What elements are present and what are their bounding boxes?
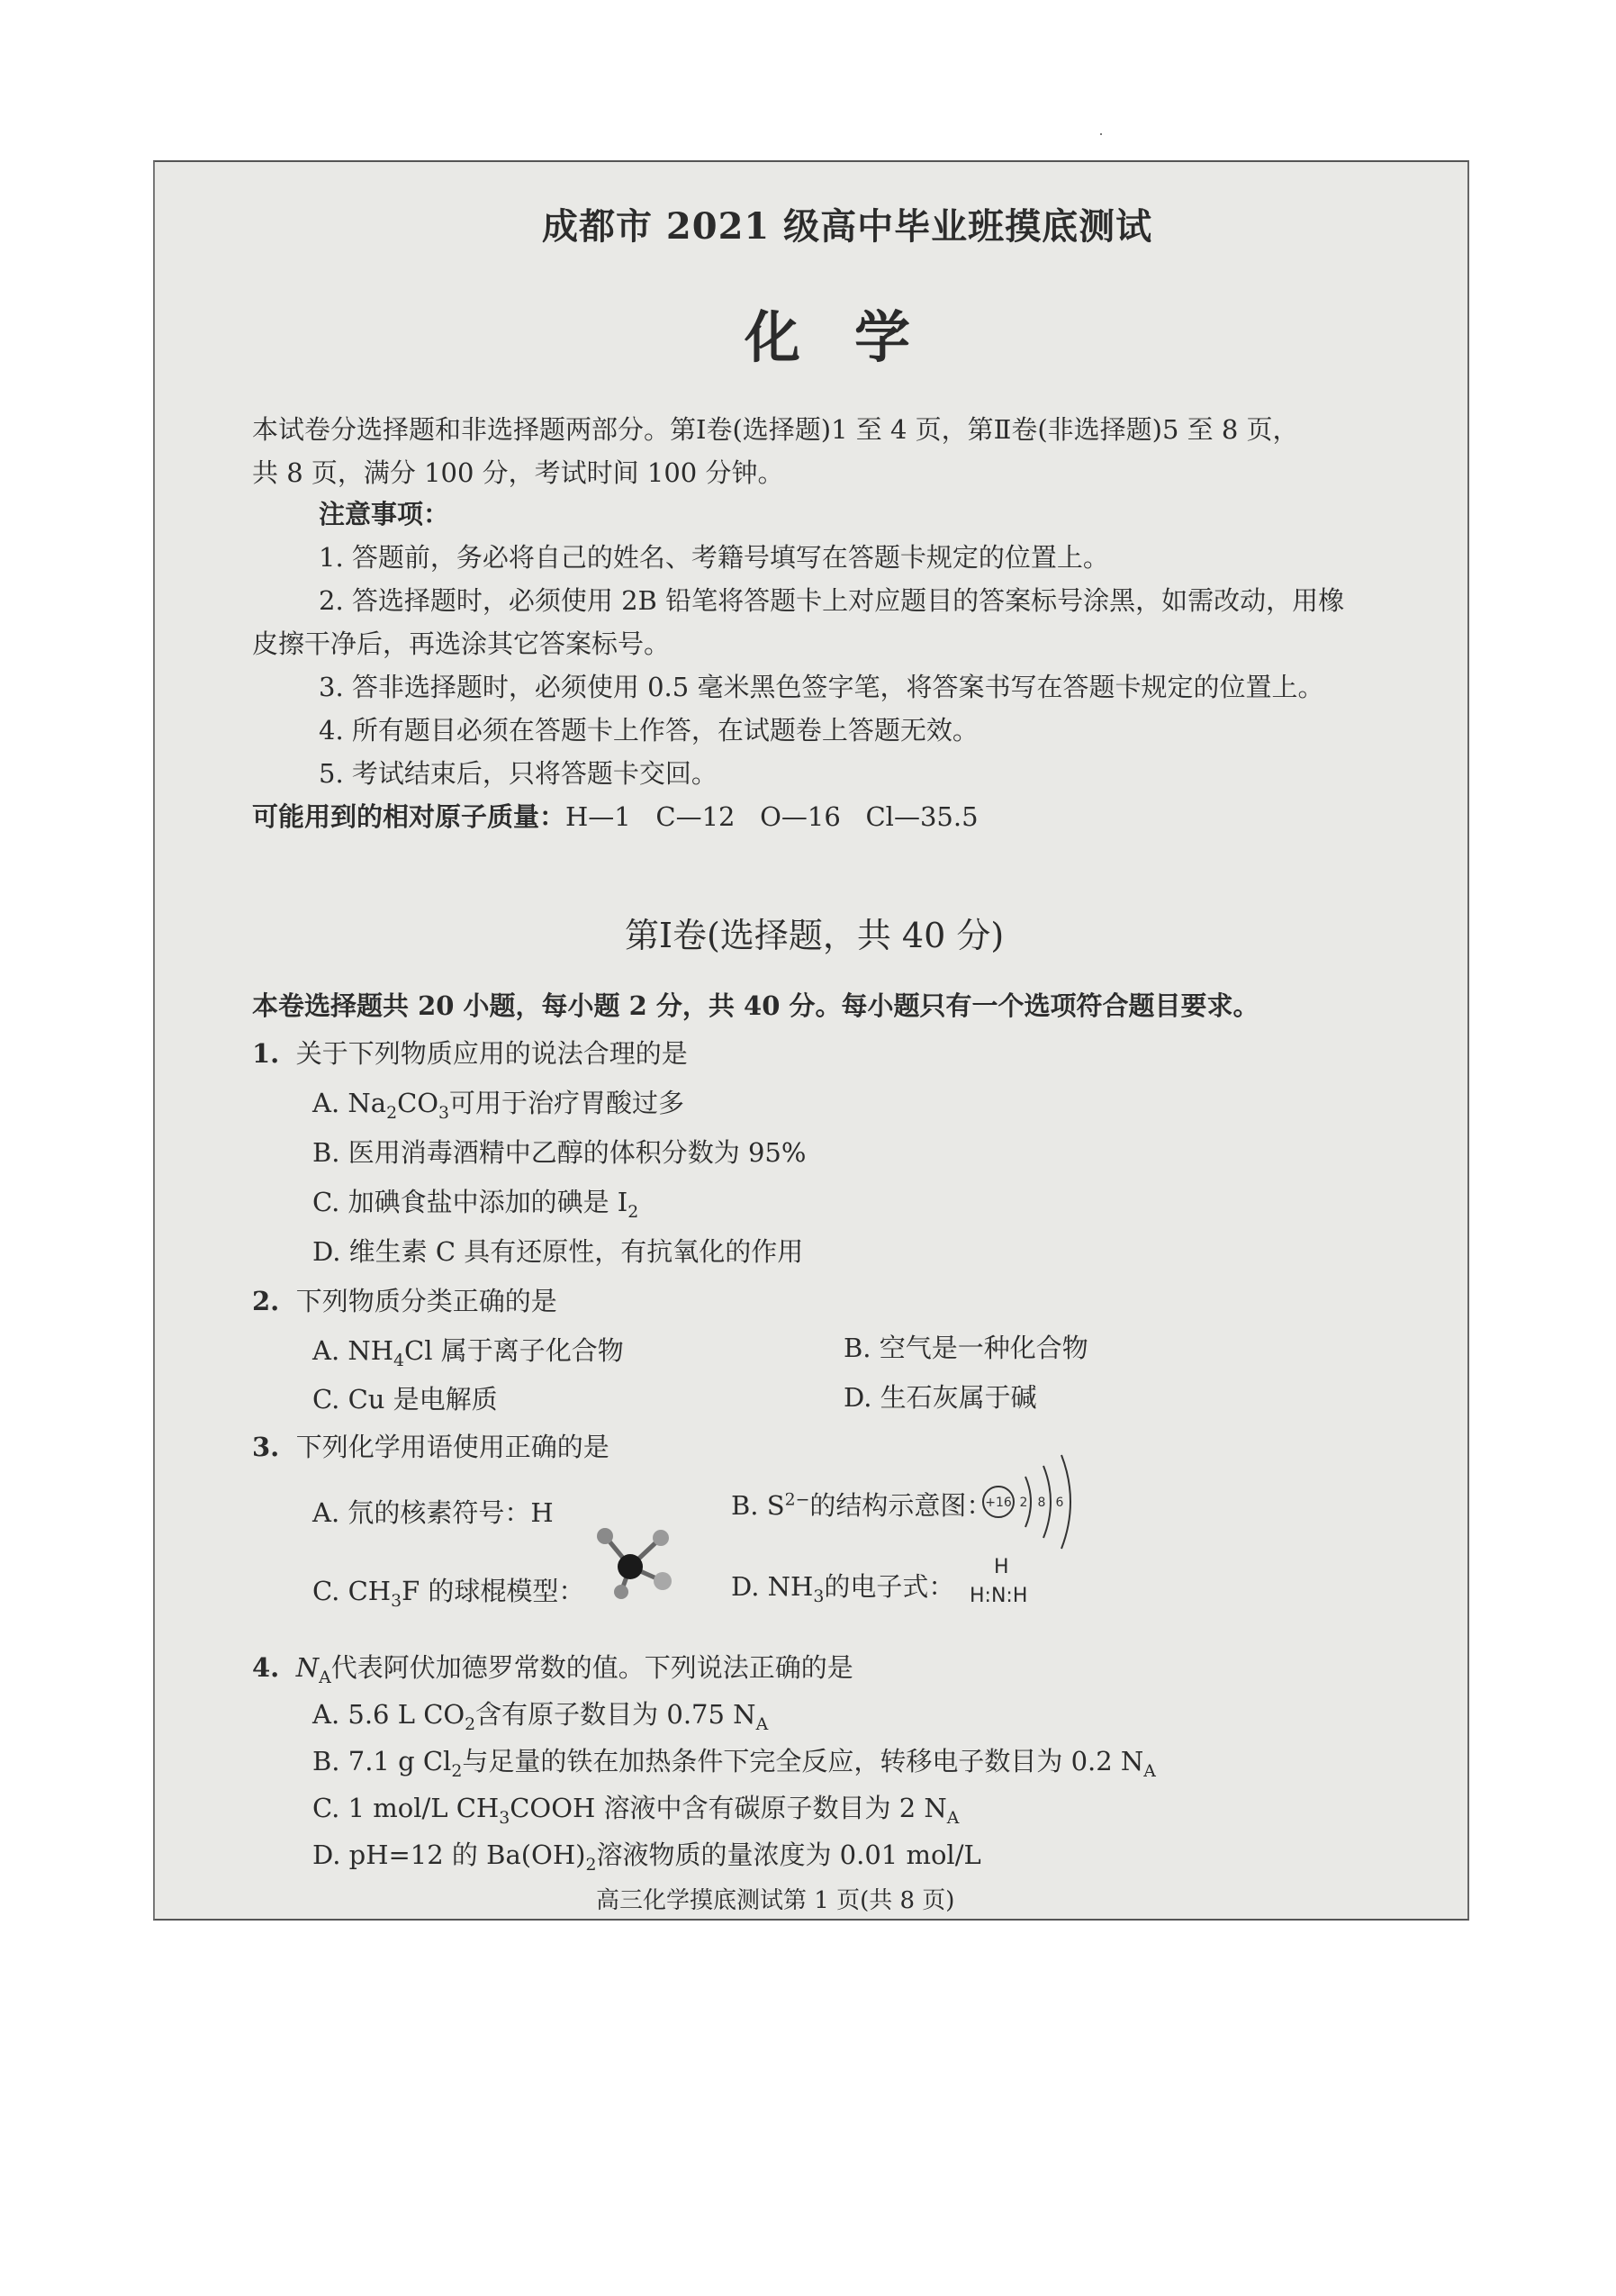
intro-line-2: 共 8 页，满分 100 分，考试时间 100 分钟。 — [252, 457, 784, 488]
section-title: 第Ⅰ卷(选择题，共 40 分) — [625, 916, 1005, 955]
subject-title: 化学 — [745, 304, 965, 370]
question-4 — [252, 1648, 853, 1685]
q3-c-sub: 3 — [391, 1591, 402, 1611]
q1-a-mid: CO — [397, 1088, 439, 1118]
q4-d-sub: 2 — [585, 1855, 597, 1875]
q3-stem: 下列化学用语使用正确的是 — [295, 1432, 609, 1462]
q1-option-a — [312, 1083, 685, 1123]
hydrogen-ball-3 — [614, 1585, 628, 1599]
q1-a-label: A. — [312, 1088, 340, 1118]
q3-d-sub: 3 — [813, 1586, 825, 1606]
q4-b-sub2: A — [1143, 1761, 1156, 1781]
intro-line-1: 本试卷分选择题和非选择题两部分。第Ⅰ卷(选择题)1 至 4 页，第Ⅱ卷(非选择题)5 至 8 页， — [252, 414, 1299, 445]
q2-number: 2. — [252, 1286, 280, 1316]
q4-b-mid: 与足量的铁在加热条件下完全反应，转移电子数目为 0.2 N — [462, 1746, 1144, 1776]
q1-c-sub: 2 — [627, 1202, 639, 1222]
q3-option-b — [731, 1486, 992, 1523]
exam-page — [153, 160, 1469, 1921]
nh3-lewis-top: H — [994, 1556, 1009, 1578]
q4-a-mid: 含有原子数目为 0.75 N — [475, 1699, 756, 1730]
q3-b-sup: 2− — [784, 1490, 810, 1510]
exam-title: 成都市 2021 级高中毕业班摸底测试 — [542, 205, 1153, 248]
q1-number: 1. — [252, 1038, 280, 1069]
q4-b-sub: 2 — [451, 1761, 463, 1781]
q4-d-pre: D. pH=12 的 Ba(OH) — [312, 1840, 586, 1870]
q4-a-sub2: A — [755, 1714, 769, 1734]
sulfide-ion-structure-diagram — [979, 1450, 1087, 1558]
q4-c-pre: C. 1 mol/L CH — [312, 1793, 500, 1823]
q3-b-pre: B. S — [731, 1490, 785, 1521]
q2-a-sub: 4 — [393, 1351, 405, 1370]
section-instruction: 本卷选择题共 20 小题，每小题 2 分，共 40 分。每小题只有一个选项符合题目要求。 — [252, 990, 1259, 1021]
q4-option-b — [312, 1741, 1156, 1781]
note-1: 1. 答题前，务必将自己的姓名、考籍号填写在答题卡规定的位置上。 — [319, 542, 1109, 573]
shell-count-2: 8 — [1037, 1496, 1046, 1510]
question-3 — [252, 1427, 609, 1464]
carbon-ball — [618, 1554, 643, 1579]
note-3: 3. 答非选择题时，必须使用 0.5 毫米黑色签字笔，将答案书写在答题卡规定的位置上。 — [319, 672, 1324, 702]
q1-a-sub1: 2 — [386, 1103, 398, 1123]
nh3-lewis-bottom: H:N:H — [970, 1585, 1028, 1607]
q4-a-pre: A. 5.6 L CO — [312, 1699, 465, 1730]
q3-option-c — [312, 1571, 585, 1611]
q2-a-pre: A. NH — [312, 1335, 394, 1366]
q1-option-d: D. 维生素 C 具有还原性，有抗氧化的作用 — [312, 1236, 804, 1267]
q3-c-post: F 的球棍模型： — [402, 1576, 585, 1606]
question-2 — [252, 1281, 557, 1318]
note-5: 5. 考试结束后，只将答题卡交回。 — [319, 758, 718, 789]
q4-option-c — [312, 1788, 960, 1828]
atomic-mass — [252, 797, 979, 834]
q2-option-a — [312, 1331, 624, 1368]
q3-option-d — [731, 1567, 954, 1604]
q1-a-sub2: 3 — [438, 1103, 450, 1123]
atomic-mass-values: H—1 C—12 O—16 Cl—35.5 — [565, 801, 979, 832]
q3-c-pre: C. CH — [312, 1576, 392, 1606]
q3-b-post: 的结构示意图： — [809, 1490, 993, 1521]
q4-d-post: 溶液物质的量浓度为 0.01 mol/L — [596, 1840, 981, 1870]
q2-option-b: B. 空气是一种化合物 — [844, 1333, 1088, 1363]
q1-option-c — [312, 1182, 639, 1222]
atomic-mass-label: 可能用到的相对原子质量： — [252, 801, 566, 832]
q4-c-sub2: A — [946, 1808, 960, 1828]
q4-option-d — [312, 1835, 981, 1875]
q4-option-a — [312, 1695, 769, 1734]
q4-a-sub: 2 — [465, 1714, 476, 1734]
q1-a-post: 可用于治疗胃酸过多 — [449, 1088, 685, 1118]
hydrogen-ball-2 — [653, 1530, 669, 1546]
q4-c-sub: 3 — [499, 1808, 510, 1828]
notes-heading: 注意事项： — [319, 499, 450, 529]
q3-d-pre: D. NH — [731, 1571, 814, 1602]
q2-option-c: C. Cu 是电解质 — [312, 1384, 498, 1415]
q2-a-post: Cl 属于离子化合物 — [404, 1335, 624, 1366]
hydrogen-ball-1 — [597, 1528, 613, 1544]
q3-d-post: 的电子式： — [824, 1571, 955, 1602]
q4-na-sub: A — [319, 1668, 331, 1687]
ch3f-ball-stick-model — [585, 1522, 684, 1603]
q4-stem: 代表阿伏加德罗常数的值。下列说法正确的是 — [330, 1652, 853, 1683]
q3-number: 3. — [252, 1432, 280, 1462]
q4-number: 4. — [252, 1652, 280, 1683]
note-2b: 皮擦干净后，再选涂其它答案标号。 — [252, 628, 671, 659]
q3-option-a: A. 氘的核素符号：H — [312, 1497, 554, 1528]
q4-na: N — [295, 1652, 320, 1683]
q2-stem: 下列物质分类正确的是 — [295, 1286, 557, 1316]
q2-option-d: D. 生石灰属于碱 — [844, 1382, 1037, 1413]
note-4: 4. 所有题目必须在答题卡上作答，在试题卷上答题无效。 — [319, 715, 979, 746]
fluorine-ball — [654, 1572, 672, 1590]
q1-a-pre: Na — [348, 1088, 387, 1118]
note-2a: 2. 答选择题时，必须使用 2B 铅笔将答题卡上对应题目的答案标号涂黑，如需改动，用橡 — [319, 585, 1345, 616]
q4-b-pre: B. 7.1 g Cl — [312, 1746, 452, 1776]
q4-c-mid: COOH 溶液中含有碳原子数目为 2 N — [510, 1793, 947, 1823]
shell-count-1: 2 — [1019, 1496, 1028, 1510]
q1-stem: 关于下列物质应用的说法合理的是 — [295, 1038, 688, 1069]
q1-c-pre: C. 加碘食盐中添加的碘是 I — [312, 1187, 628, 1217]
nucleus-charge: +16 — [985, 1496, 1012, 1510]
page-footer: 高三化学摸底测试第 1 页(共 8 页) — [596, 1887, 955, 1914]
question-1 — [252, 1034, 688, 1071]
q1-option-b: B. 医用消毒酒精中乙醇的体积分数为 95% — [312, 1137, 807, 1168]
speck — [1100, 133, 1102, 135]
shell-count-3: 6 — [1055, 1496, 1064, 1510]
